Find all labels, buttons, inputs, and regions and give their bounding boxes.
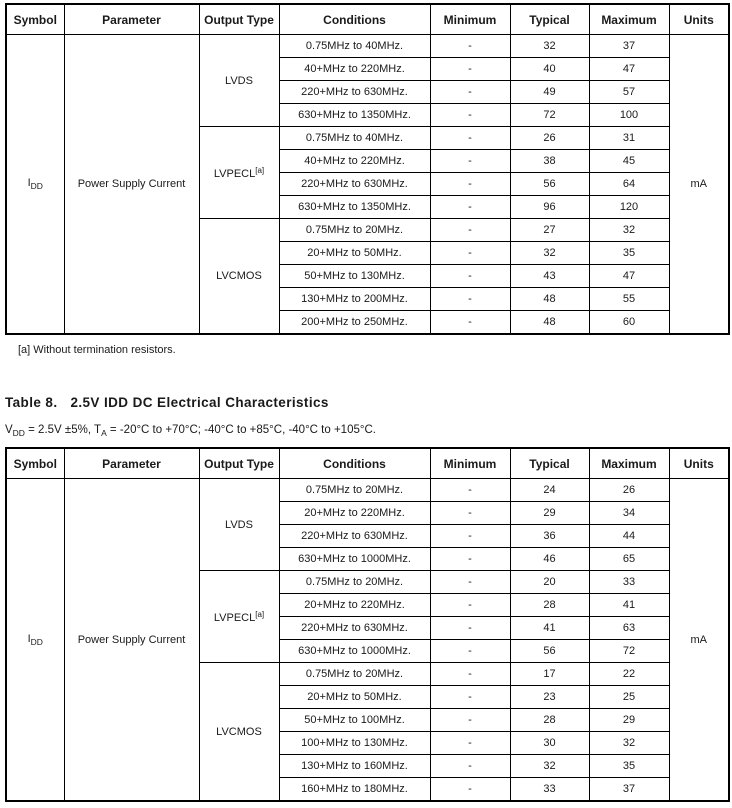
condition-cell: 630+MHz to 1350MHz.: [279, 196, 430, 219]
parameter-cell: Power Supply Current: [64, 479, 199, 802]
condition-cell: 200+MHz to 250MHz.: [279, 311, 430, 335]
table-row: [6, 479, 729, 502]
typical-cell: 20: [510, 571, 589, 594]
table8-heading-title: 2.5V IDD DC Electrical Characteristics: [70, 395, 329, 410]
maximum-cell: 32: [589, 732, 669, 755]
output-type-label: LVDS: [225, 518, 253, 531]
ta-subscript: A: [101, 428, 107, 438]
typical-cell: 26: [510, 127, 589, 150]
vdd-subscript: DD: [12, 428, 25, 438]
condition-cell: 100+MHz to 130MHz.: [279, 732, 430, 755]
minimum-cell: -: [430, 686, 510, 709]
maximum-cell: 41: [589, 594, 669, 617]
minimum-cell: -: [430, 640, 510, 663]
col-header-maximum: Maximum: [589, 448, 669, 479]
minimum-cell: -: [430, 732, 510, 755]
maximum-cell: 72: [589, 640, 669, 663]
vdd-symbol: V: [5, 424, 13, 436]
col-header-conditions: Conditions: [279, 448, 430, 479]
minimum-cell: -: [430, 127, 510, 150]
output-type-cell-lvcmos: [199, 663, 279, 802]
condition-cell: 20+MHz to 220MHz.: [279, 594, 430, 617]
condition-cell: 0.75MHz to 20MHz.: [279, 479, 430, 502]
datasheet-page: [5, 0, 728, 802]
typical-cell: 56: [510, 640, 589, 663]
condition-cell: 0.75MHz to 40MHz.: [279, 35, 430, 58]
maximum-cell: 32: [589, 219, 669, 242]
minimum-cell: -: [430, 150, 510, 173]
output-type-label: LVDS: [225, 74, 253, 87]
condition-cell: 20+MHz to 50MHz.: [279, 686, 430, 709]
condition-cell: 20+MHz to 50MHz.: [279, 242, 430, 265]
minimum-cell: -: [430, 104, 510, 127]
condition-cell: 130+MHz to 200MHz.: [279, 288, 430, 311]
maximum-cell: 31: [589, 127, 669, 150]
idd-table-first: [5, 3, 730, 335]
maximum-cell: 26: [589, 479, 669, 502]
condition-cell: 40+MHz to 220MHz.: [279, 150, 430, 173]
typical-cell: 48: [510, 288, 589, 311]
units-cell: mA: [669, 479, 729, 802]
test-conditions-line: [5, 424, 728, 438]
minimum-cell: -: [430, 663, 510, 686]
minimum-cell: -: [430, 311, 510, 335]
col-header-maximum: Maximum: [589, 4, 669, 35]
typical-cell: 36: [510, 525, 589, 548]
symbol-base: I: [27, 177, 31, 189]
typical-cell: 96: [510, 196, 589, 219]
typical-cell: 43: [510, 265, 589, 288]
typical-cell: 30: [510, 732, 589, 755]
col-header-units: Units: [669, 4, 729, 35]
maximum-cell: 33: [589, 571, 669, 594]
maximum-cell: 45: [589, 150, 669, 173]
minimum-cell: -: [430, 81, 510, 104]
output-type-label: LVPECL: [213, 611, 256, 624]
symbol-cell: [6, 479, 64, 802]
typical-cell: 23: [510, 686, 589, 709]
condition-cell: 220+MHz to 630MHz.: [279, 81, 430, 104]
typical-cell: 29: [510, 502, 589, 525]
condition-cell: 160+MHz to 180MHz.: [279, 778, 430, 802]
col-header-symbol: Symbol: [6, 4, 64, 35]
maximum-cell: 120: [589, 196, 669, 219]
footnote-marker: [a]: [255, 165, 265, 175]
maximum-cell: 55: [589, 288, 669, 311]
output-type-cell-lvds: [199, 35, 279, 127]
output-type-label: LVPECL: [213, 167, 256, 180]
idd-table-second: [5, 447, 730, 802]
minimum-cell: -: [430, 778, 510, 802]
maximum-cell: 29: [589, 709, 669, 732]
maximum-cell: 25: [589, 686, 669, 709]
typical-cell: 28: [510, 594, 589, 617]
maximum-cell: 44: [589, 525, 669, 548]
maximum-cell: 57: [589, 81, 669, 104]
output-type-cell-lvpecl: [199, 571, 279, 663]
minimum-cell: -: [430, 242, 510, 265]
conditions-rest: = -20°C to +70°C; -40°C to +85°C, -40°C to +105°C.: [106, 424, 376, 436]
maximum-cell: 22: [589, 663, 669, 686]
typical-cell: 32: [510, 242, 589, 265]
typical-cell: 17: [510, 663, 589, 686]
minimum-cell: -: [430, 219, 510, 242]
minimum-cell: -: [430, 617, 510, 640]
condition-cell: 630+MHz to 1000MHz.: [279, 640, 430, 663]
minimum-cell: -: [430, 35, 510, 58]
units-cell: mA: [669, 35, 729, 335]
typical-cell: 33: [510, 778, 589, 802]
typical-cell: 27: [510, 219, 589, 242]
col-header-minimum: Minimum: [430, 448, 510, 479]
condition-cell: 630+MHz to 1000MHz.: [279, 548, 430, 571]
typical-cell: 24: [510, 479, 589, 502]
output-type-label: LVCMOS: [216, 725, 262, 738]
maximum-cell: 65: [589, 548, 669, 571]
minimum-cell: -: [430, 288, 510, 311]
maximum-cell: 47: [589, 58, 669, 81]
typical-cell: 32: [510, 35, 589, 58]
header-row: [6, 4, 729, 35]
maximum-cell: 34: [589, 502, 669, 525]
col-header-units: Units: [669, 448, 729, 479]
minimum-cell: -: [430, 755, 510, 778]
header-row: [6, 448, 729, 479]
parameter-cell: Power Supply Current: [64, 35, 199, 335]
typical-cell: 38: [510, 150, 589, 173]
typical-cell: 46: [510, 548, 589, 571]
typical-cell: 40: [510, 58, 589, 81]
condition-cell: 130+MHz to 160MHz.: [279, 755, 430, 778]
condition-cell: 50+MHz to 100MHz.: [279, 709, 430, 732]
output-type-label: LVCMOS: [216, 270, 262, 282]
minimum-cell: -: [430, 594, 510, 617]
condition-cell: 0.75MHz to 20MHz.: [279, 219, 430, 242]
condition-cell: 0.75MHz to 20MHz.: [279, 571, 430, 594]
maximum-cell: 37: [589, 35, 669, 58]
col-header-output-type: Output Type: [199, 4, 279, 35]
minimum-cell: -: [430, 525, 510, 548]
typical-cell: 28: [510, 709, 589, 732]
conditions-mid: = 2.5V ±5%, T: [24, 424, 102, 436]
col-header-typical: Typical: [510, 448, 589, 479]
col-header-parameter: Parameter: [64, 4, 199, 35]
symbol-base: I: [27, 632, 31, 645]
condition-cell: 0.75MHz to 40MHz.: [279, 127, 430, 150]
condition-cell: 220+MHz to 630MHz.: [279, 525, 430, 548]
maximum-cell: 35: [589, 755, 669, 778]
symbol-cell: [6, 35, 64, 335]
typical-cell: 32: [510, 755, 589, 778]
condition-cell: 20+MHz to 220MHz.: [279, 502, 430, 525]
col-header-output-type: Output Type: [199, 448, 279, 479]
minimum-cell: -: [430, 58, 510, 81]
symbol-subscript: DD: [30, 636, 43, 647]
col-header-conditions: Conditions: [279, 4, 430, 35]
output-type-cell-lvcmos: [199, 219, 279, 335]
maximum-cell: 60: [589, 311, 669, 335]
col-header-typical: Typical: [510, 4, 589, 35]
footnote-a: [a] Without termination resistors.: [18, 344, 176, 356]
typical-cell: 48: [510, 311, 589, 335]
typical-cell: 49: [510, 81, 589, 104]
condition-cell: 50+MHz to 130MHz.: [279, 265, 430, 288]
maximum-cell: 35: [589, 242, 669, 265]
table8-heading-label: Table 8.: [5, 395, 58, 410]
footnote-marker: [a]: [255, 609, 265, 619]
maximum-cell: 64: [589, 173, 669, 196]
col-header-symbol: Symbol: [6, 448, 64, 479]
maximum-cell: 37: [589, 778, 669, 802]
minimum-cell: -: [430, 173, 510, 196]
output-type-cell-lvds: [199, 479, 279, 571]
col-header-minimum: Minimum: [430, 4, 510, 35]
condition-cell: 630+MHz to 1350MHz.: [279, 104, 430, 127]
minimum-cell: -: [430, 709, 510, 732]
condition-cell: 220+MHz to 630MHz.: [279, 173, 430, 196]
typical-cell: 41: [510, 617, 589, 640]
condition-cell: 40+MHz to 220MHz.: [279, 58, 430, 81]
table8-heading: [5, 395, 728, 410]
minimum-cell: -: [430, 479, 510, 502]
minimum-cell: -: [430, 548, 510, 571]
maximum-cell: 47: [589, 265, 669, 288]
maximum-cell: 63: [589, 617, 669, 640]
maximum-cell: 100: [589, 104, 669, 127]
condition-cell: 0.75MHz to 20MHz.: [279, 663, 430, 686]
symbol-subscript: DD: [30, 181, 43, 191]
table-row: [6, 35, 729, 58]
minimum-cell: -: [430, 571, 510, 594]
condition-cell: 220+MHz to 630MHz.: [279, 617, 430, 640]
typical-cell: 72: [510, 104, 589, 127]
minimum-cell: -: [430, 502, 510, 525]
minimum-cell: -: [430, 265, 510, 288]
typical-cell: 56: [510, 173, 589, 196]
output-type-cell-lvpecl: [199, 127, 279, 219]
minimum-cell: -: [430, 196, 510, 219]
col-header-parameter: Parameter: [64, 448, 199, 479]
